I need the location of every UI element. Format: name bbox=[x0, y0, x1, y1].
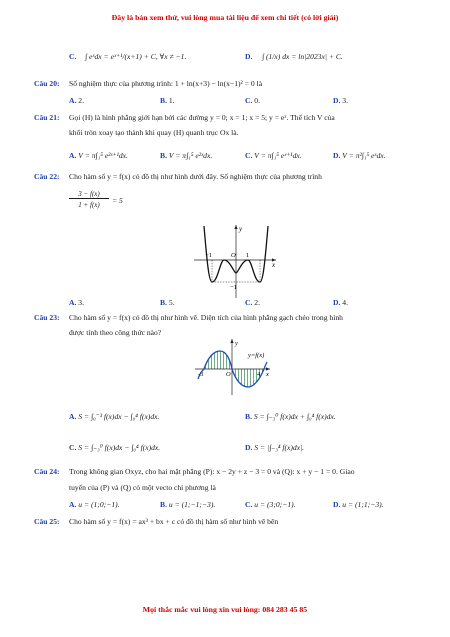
q22-option-b: B. 5. bbox=[160, 298, 175, 307]
q23-line1: Cho hàm số y = f(x) có đồ thị như hình vẽ. Diện tích của hình phẳng gạch chéo trong hình bbox=[69, 313, 343, 322]
q19-option-d-label: D. bbox=[245, 52, 253, 61]
q21-option-b: B. V = π∫₁⁵ e²ˣdx. bbox=[160, 151, 213, 160]
q20-option-d: D. 3. bbox=[333, 96, 348, 105]
q19-option-d-text: ∫ (1/x) dx = ln|2023x| + C. bbox=[262, 52, 343, 61]
q24-line2: tuyến của (P) và (Q) có một vecto chỉ phương là bbox=[69, 483, 216, 492]
q21-option-a: A. V = π∫₁⁵ e²ˣ⁺¹dx. bbox=[69, 151, 128, 160]
q22-line1: Cho hàm số y = f(x) có đồ thị như hình dưới đây. Số nghiệm thực của phương trình bbox=[69, 172, 322, 181]
q21-line1: Gọi (H) là hình phẳng giới hạn bởi các đường y = 0; x = 1; x = 5; y = eˣ. Thể tích V của bbox=[69, 113, 335, 122]
q25-text: Cho hàm số y = f(x) = ax³ + bx + c có đồ thị hàm số như hình vẽ bên bbox=[69, 517, 279, 526]
q22-tick-minus1-y: −1 bbox=[230, 284, 237, 291]
q22-origin-label: O bbox=[231, 252, 236, 259]
q22-tick-1: 1 bbox=[246, 252, 250, 259]
q22-label: Câu 22: bbox=[34, 172, 60, 181]
contact-footer: Mọi thắc mắc vui lòng xin vui lòng: 084 283 45 85 bbox=[142, 605, 308, 614]
q19-option-c-text: ∫ eˣdx = eˣ⁺¹/(x+1) + C, ∀x ≠ −1. bbox=[85, 52, 187, 61]
q24-line1: Trong không gian Oxyz, cho hai mặt phẳng (P): x − 2y + z − 3 = 0 và (Q): x + y − 1 = 0. Giao bbox=[69, 467, 355, 476]
q22-y-axis-label: y bbox=[239, 225, 243, 233]
q22-tick-neg1: −1 bbox=[205, 252, 212, 259]
q24-option-d: D. u = (1;1;−3). bbox=[333, 500, 384, 509]
q22-equation-denominator: 1 + f(x) bbox=[78, 201, 100, 209]
q23-y-axis-label: y bbox=[235, 340, 238, 347]
q22-option-a: A. 3. bbox=[69, 298, 84, 307]
q24-option-a: A. u = (1;0;−1). bbox=[69, 500, 120, 509]
q24-option-c: C. u = (3;0;−1). bbox=[245, 500, 296, 509]
q24-label: Câu 24: bbox=[34, 467, 60, 476]
q21-option-c: C. V = π∫₁⁵ eˣ⁺¹dx. bbox=[245, 151, 302, 160]
q22-equation-rhs: = 5 bbox=[112, 196, 123, 205]
q23-tick-4: 4 bbox=[257, 371, 261, 378]
q22-option-c: C. 2. bbox=[245, 298, 260, 307]
q22-equation-numerator: 3 − f(x) bbox=[69, 190, 109, 199]
q23-option-c: C. S = ∫₋₃⁰ f(x)dx − ∫₀⁴ f(x)dx. bbox=[69, 443, 161, 452]
preview-notice: Đây là bản xem thử, vui lòng mua tài liệu để xem chi tiết (có lời giải) bbox=[111, 13, 339, 22]
q25-label: Câu 25: bbox=[34, 517, 60, 526]
q20-option-c: C. 0. bbox=[245, 96, 260, 105]
q23-x-axis-label: x bbox=[266, 371, 269, 378]
q23-label: Câu 23: bbox=[34, 313, 60, 322]
q23-line2: được tính theo công thức nào? bbox=[69, 328, 162, 337]
q19-option-c-label: C. bbox=[69, 52, 77, 61]
q23-area-graph bbox=[192, 337, 272, 397]
q20-label: Câu 20: bbox=[34, 79, 60, 88]
q20-option-b: B. 1. bbox=[160, 96, 175, 105]
q23-option-d: D. S = |∫₋₃⁴ f(x)dx|. bbox=[245, 443, 305, 452]
q23-option-b: B. S = ∫₋₃⁰ f(x)dx + ∫₀⁴ f(x)dx. bbox=[245, 412, 336, 421]
q23-origin-label: O bbox=[226, 371, 231, 378]
q23-curve-label: y=f(x) bbox=[248, 352, 265, 359]
q22-function-graph bbox=[190, 222, 280, 300]
q21-option-d: D. V = π²∫₁⁵ eˣdx. bbox=[333, 151, 386, 160]
q22-x-axis-label: x bbox=[272, 261, 276, 269]
q24-option-b: B. u = (1;−1;−3). bbox=[160, 500, 216, 509]
q20-option-a: A. 2. bbox=[69, 96, 84, 105]
q23-option-a: A. S = ∫₀⁻³ f(x)dx − ∫₀⁴ f(x)dx. bbox=[69, 412, 160, 421]
q23-tick-m3: -3 bbox=[198, 371, 204, 378]
q21-line2: khối tròn xoay tạo thành khi quay (H) quanh trục Ox là. bbox=[69, 128, 239, 137]
q21-label: Câu 21: bbox=[34, 113, 60, 122]
q22-option-d: D. 4. bbox=[333, 298, 348, 307]
q20-text: Số nghiệm thực của phương trình: 1 + ln(x+3) − ln(x−1)² = 0 là bbox=[69, 79, 263, 88]
